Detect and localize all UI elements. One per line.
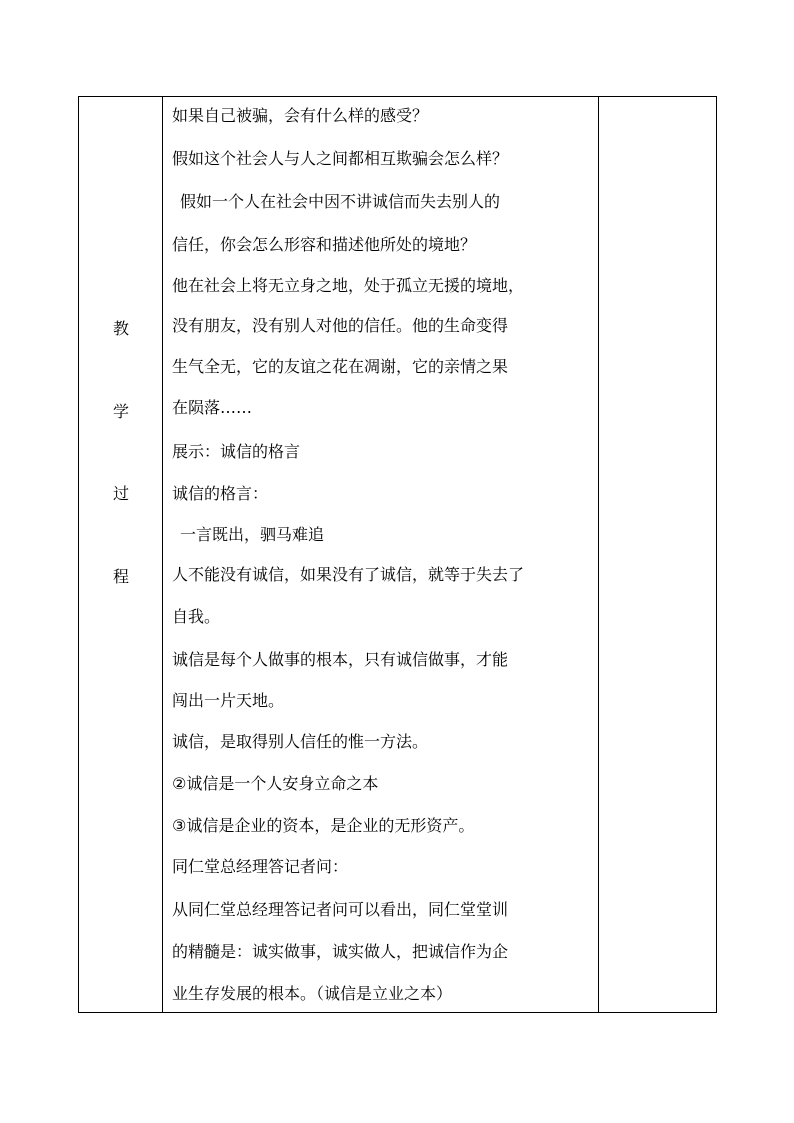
lesson-table [78, 96, 717, 1013]
section-label-char: 教 [112, 319, 129, 338]
content-line: 他在社会上将无立身之地，处于孤立无援的境地， [172, 276, 525, 295]
content-line: 展示：诚信的格言 [172, 442, 301, 461]
content-line: 假如这个社会人与人之间都相互欺骗会怎么样？ [172, 149, 509, 168]
notes-column [599, 97, 716, 1012]
section-label-char: 程 [112, 567, 129, 586]
content-line: 一言既出，驷马难追 [180, 525, 325, 544]
content-line: 如果自己被骗，会有什么样的感受？ [172, 106, 429, 125]
content-line: 生气全无，它的友谊之花在凋谢，它的亲情之果 [172, 357, 509, 376]
section-label-char: 过 [112, 484, 129, 503]
content-line: ②诚信是一个人安身立命之本 [172, 774, 379, 793]
content-line: 人不能没有诚信，如果没有了诚信，就等于失去了 [172, 565, 525, 584]
content-line: ③诚信是企业的资本，是企业的无形资产。 [172, 816, 475, 835]
content-line: 同仁堂总经理答记者问： [172, 857, 349, 876]
content-line: 信任，你会怎么形容和描述他所处的境地？ [172, 235, 477, 254]
teaching-content-column [163, 97, 599, 1012]
content-line: 从同仁堂总经理答记者问可以看出，同仁堂堂训 [172, 900, 509, 919]
content-line: 闯出一片天地。 [172, 691, 285, 710]
content-line: 自我。 [172, 607, 221, 626]
content-line: 的精髓是：诚实做事，诚实做人，把诚信作为企 [172, 942, 509, 961]
content-line: 诚信是每个人做事的根本，只有诚信做事，才能 [172, 650, 509, 669]
content-line: 诚信，是取得别人信任的惟一方法。 [172, 732, 429, 751]
content-line: 诚信的格言： [172, 484, 269, 503]
content-line: 在陨落…… [172, 398, 253, 417]
section-label-char: 学 [112, 402, 129, 421]
section-label-column [79, 97, 163, 1012]
content-line: 假如一个人在社会中因不讲诚信而失去别人的 [180, 192, 501, 211]
content-line: 没有朋友，没有别人对他的信任。他的生命变得 [172, 316, 509, 335]
content-line: 业生存发展的根本。（诚信是立业之本） [172, 984, 453, 1003]
